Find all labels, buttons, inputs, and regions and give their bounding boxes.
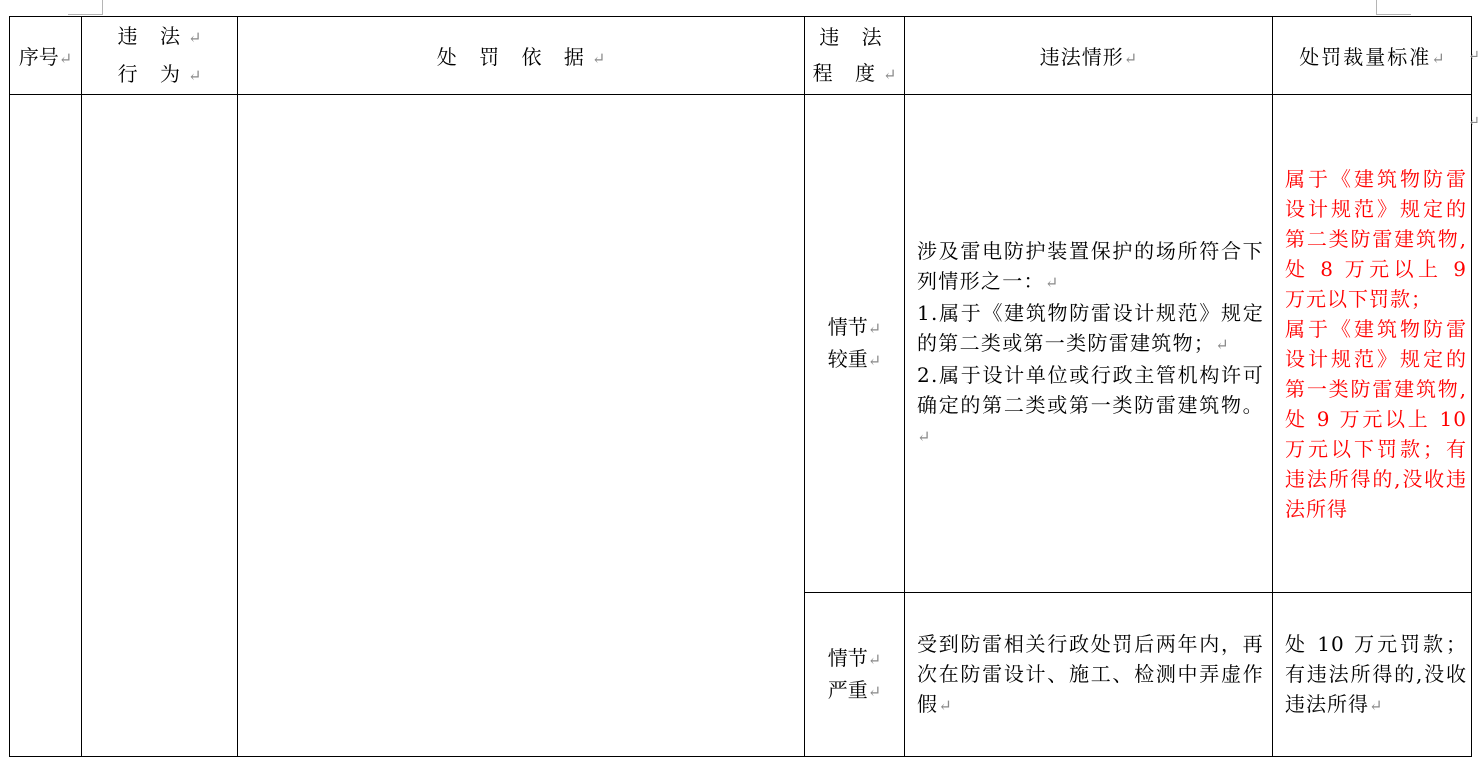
- header-xuhao: 序号↵: [10, 17, 82, 95]
- page-corner-mark-left: [68, 0, 103, 15]
- paragraph-mark: ↵: [1468, 114, 1480, 130]
- table-header-row: [10, 17, 1472, 95]
- cell-situation-serious: 涉及雷电防护装置保护的场所符合下列情形之一：↵ 1.属于《建筑物防雷设计规范》规定的第二类或第一类防雷建筑物；↵ 2.属于设计单位或行政主管机构许可确定的第二类或第一类防雷建筑物。↵: [905, 95, 1273, 593]
- header-penalty-standard: 处罚裁量标准↵: [1273, 17, 1472, 95]
- cell-degree-serious: 情节↵ 较重↵: [805, 95, 905, 593]
- cell-standard-serious: 属于《建筑物防雷设计规范》规定的第二类防雷建筑物,处 8 万元以上 9 万元以下罚款； 属于《建筑物防雷设计规范》规定的第一类防雷建筑物,处 9 万元以上 10 万元以下罚款；有违法所得的,没收违法所得: [1273, 95, 1472, 593]
- header-penalty-basis: 处 罚 依 据↵: [238, 17, 805, 95]
- cell-situation-severe: 受到防雷相关行政处罚后两年内，再次在防雷设计、施工、检测中弄虚作假↵: [905, 593, 1273, 757]
- page-corner-mark-right: [1376, 0, 1411, 15]
- header-violation-act: 违 法↵ 行 为↵: [82, 17, 238, 95]
- header-violation-degree: 违 法 程 度↵: [805, 17, 905, 95]
- cell-standard-severe: 处 10 万元罚款；有违法所得的,没收违法所得↵: [1273, 593, 1472, 757]
- header-violation-situation: 违法情形↵: [905, 17, 1273, 95]
- cell-xuhao: [10, 95, 82, 757]
- table-row: [10, 95, 1472, 593]
- penalty-discretion-table: [9, 16, 1472, 757]
- cell-degree-severe: 情节↵ 严重↵: [805, 593, 905, 757]
- paragraph-mark: ↵: [1468, 48, 1480, 64]
- cell-violation-act: [82, 95, 238, 757]
- cell-penalty-basis: [238, 95, 805, 757]
